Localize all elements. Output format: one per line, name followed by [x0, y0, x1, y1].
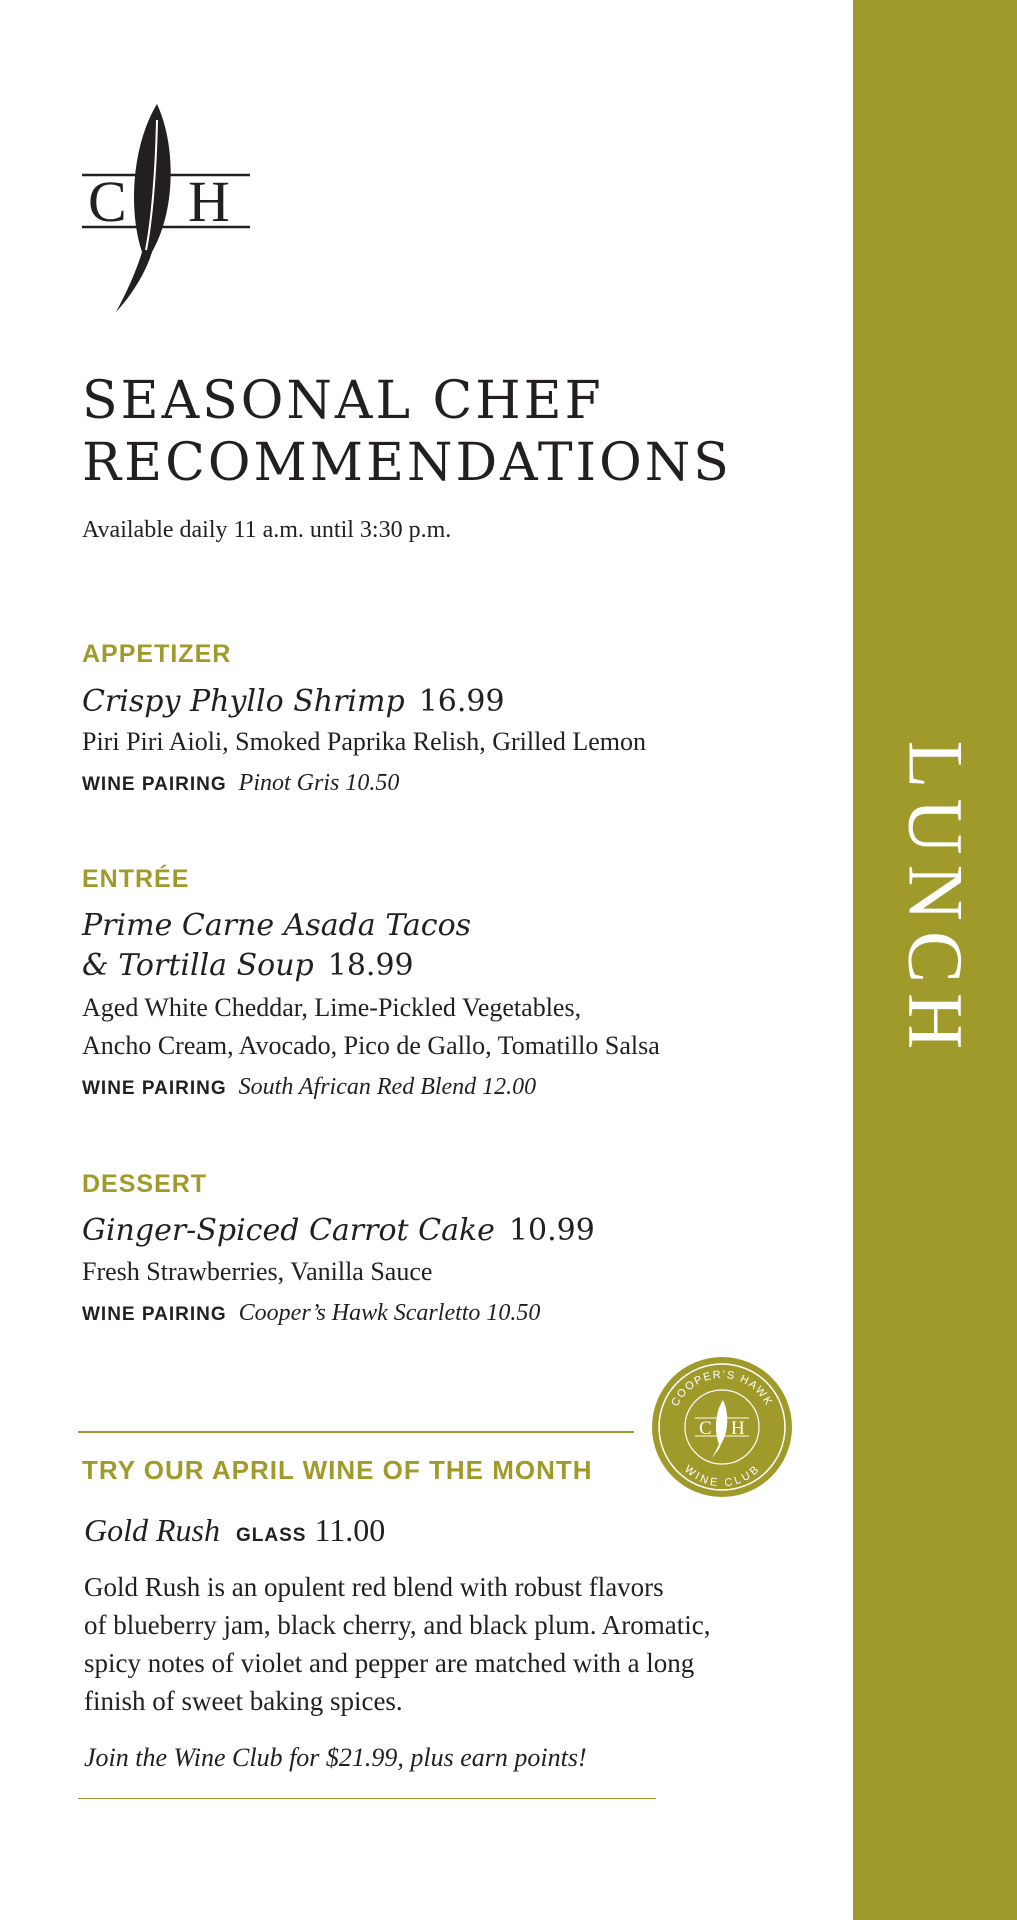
- entree-dish: [82, 906, 471, 986]
- appetizer-heading: APPETIZER: [82, 640, 232, 668]
- dish-price: 18.99: [327, 948, 414, 983]
- side-label: LUNCH: [892, 740, 980, 1060]
- dish-price: 16.99: [418, 684, 505, 719]
- logo-letter-c: C: [88, 169, 127, 234]
- glass-label: GLASS: [236, 1525, 307, 1546]
- appetizer-dish: [82, 682, 505, 722]
- appetizer-description: Piri Piri Aioli, Smoked Paprika Relish, Grilled Lemon: [82, 727, 647, 756]
- wine-club-badge: [651, 1356, 793, 1498]
- badge-top-text: COOPER’S HAWK: [669, 1368, 775, 1409]
- availability-text: Available daily 11 a.m. until 3:30 p.m.: [82, 517, 452, 543]
- dish-name: Crispy Phyllo Shrimp: [82, 684, 405, 719]
- wine-pairing-value: Pinot Gris 10.50: [238, 770, 400, 796]
- entree-description: [82, 989, 660, 1065]
- dessert-heading: DESSERT: [82, 1170, 208, 1198]
- title-line: SEASONAL CHEF: [82, 371, 604, 431]
- dessert-dish: [82, 1211, 595, 1251]
- title-line: RECOMMENDATIONS: [82, 433, 732, 493]
- description-line: spicy notes of violet and pepper are matched with a long: [84, 1648, 695, 1678]
- description-line: of blueberry jam, black cherry, and black plum. Aromatic,: [84, 1610, 711, 1640]
- badge-letter-h: H: [731, 1418, 745, 1439]
- badge-letter-c: C: [699, 1418, 712, 1439]
- description-line: Gold Rush is an opulent red blend with robust flavors: [84, 1572, 664, 1602]
- wine-pairing-value: South African Red Blend 12.00: [238, 1074, 537, 1100]
- appetizer-wine-pairing: [82, 770, 399, 797]
- description-line: finish of sweet baking spices.: [84, 1686, 403, 1716]
- feather-logo: [80, 100, 252, 315]
- entree-wine-pairing: [82, 1074, 536, 1101]
- wine-club-offer: Join the Wine Club for $21.99, plus earn points!: [84, 1743, 587, 1772]
- entree-heading: ENTRÉE: [82, 865, 190, 893]
- dish-name: Ginger-Spiced Carrot Cake: [82, 1213, 495, 1248]
- dessert-wine-pairing: [82, 1300, 540, 1327]
- wine-of-month-line: [84, 1512, 385, 1549]
- description-line: Ancho Cream, Avocado, Pico de Gallo, Tomatillo Salsa: [82, 1031, 660, 1060]
- dessert-description: Fresh Strawberries, Vanilla Sauce: [82, 1257, 433, 1286]
- wine-name: Gold Rush: [84, 1512, 220, 1548]
- wine-pairing-value: Cooper’s Hawk Scarletto 10.50: [238, 1300, 541, 1326]
- dish-price: 10.99: [508, 1213, 595, 1248]
- wine-of-month-heading: TRY OUR APRIL WINE OF THE MONTH: [82, 1455, 593, 1485]
- page-title: [82, 370, 782, 494]
- dish-name: Prime Carne Asada Tacos: [82, 908, 472, 943]
- wine-pairing-label: WINE PAIRING: [82, 1078, 227, 1099]
- wine-price: 11.00: [314, 1512, 386, 1548]
- description-line: Aged White Cheddar, Lime-Pickled Vegetables,: [82, 993, 582, 1022]
- divider: [78, 1798, 656, 1799]
- side-band: [853, 0, 1017, 1920]
- wine-pairing-label: WINE PAIRING: [82, 1304, 227, 1325]
- logo-letter-h: H: [188, 169, 230, 234]
- divider: [78, 1431, 634, 1433]
- dish-name: & Tortilla Soup: [82, 948, 314, 983]
- wine-description: [84, 1568, 724, 1720]
- badge-bottom-text: WINE CLUB: [681, 1463, 763, 1490]
- wine-pairing-label: WINE PAIRING: [82, 774, 227, 795]
